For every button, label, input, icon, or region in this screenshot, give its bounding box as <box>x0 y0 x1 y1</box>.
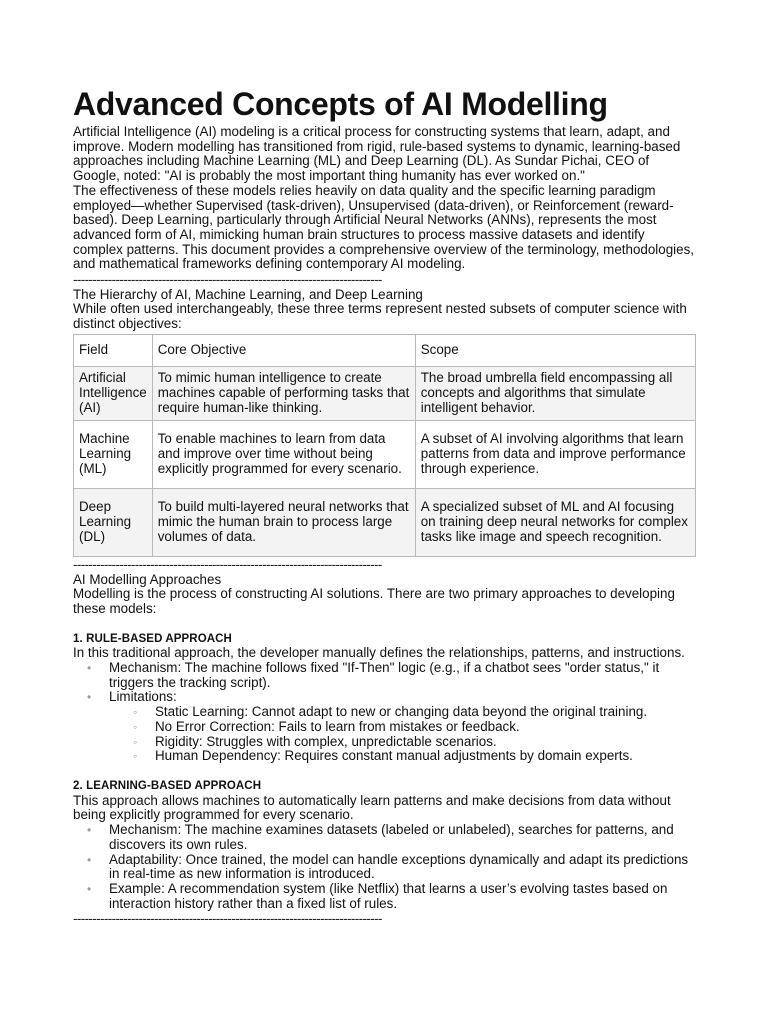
table-row <box>74 366 696 420</box>
list-item: ◦ Human Dependency: Requires constant manual adjustments by domain experts. <box>109 749 695 764</box>
list-item: • Adaptability: Once trained, the model can handle exceptions dynamically and adapt its predictions in real-time as new information is introduced. <box>73 853 695 882</box>
table-cell-scope: A subset of AI involving algorithms that learn patterns from data and improve performance through experience. <box>415 420 695 488</box>
table-cell-scope: A specialized subset of ML and AI focusing on training deep neural networks for complex tasks like image and speech recognition. <box>415 488 695 556</box>
document-title: Advanced Concepts of AI Modelling <box>73 86 608 122</box>
rule-based-text: In this traditional approach, the developer manually defines the relationships, patterns, and instructions. <box>73 645 685 661</box>
approaches-intro: Modelling is the process of constructing AI solutions. There are two primary approaches to developing these models: <box>73 586 675 616</box>
hierarchy-intro: While often used interchangeably, these three terms represent nested subsets of computer science with distinct objectives: <box>73 301 687 332</box>
limitations-list <box>109 705 695 764</box>
list-item: ◦ Static Learning: Cannot adapt to new or changing data beyond the original training. <box>109 705 695 720</box>
list-item: • Mechanism: The machine follows fixed "If-Then" logic (e.g., if a chatbot sees "order status," it triggers the tracking script). <box>73 661 695 690</box>
hierarchy-table <box>73 334 696 557</box>
section-divider: -------------------------------------------------------------------------------- <box>73 273 382 288</box>
table-header-row <box>74 334 696 366</box>
table-cell-objective: To mimic human intelligence to create machines capable of performing tasks that require human-like thinking. <box>152 366 415 420</box>
table-cell-objective: To enable machines to learn from data and improve over time without being explicitly programmed for every scenario. <box>152 420 415 488</box>
hierarchy-title: The Hierarchy of AI, Machine Learning, and Deep Learning <box>73 286 423 302</box>
limitations-label: Limitations: <box>109 689 177 705</box>
section-divider: -------------------------------------------------------------------------------- <box>73 557 382 572</box>
list-item: ◦ Rigidity: Struggles with complex, unpredictable scenarios. <box>109 735 695 750</box>
list-item: • Mechanism: The machine examines datasets (labeled or unlabeled), searches for patterns, and discovers its own rules. <box>73 823 695 852</box>
approaches-title: AI Modelling Approaches <box>73 571 222 587</box>
learning-based-heading: 2. LEARNING-BASED APPROACH <box>73 779 262 792</box>
table-cell-field: Machine Learning (ML) <box>74 420 153 488</box>
list-item: • Example: A recommendation system (like Netflix) that learns a user’s evolving tastes based on interaction history rather than a fixed list of rules. <box>73 882 695 911</box>
table-row <box>74 420 696 488</box>
table-header-cell: Scope <box>415 334 695 366</box>
table-cell-field: Deep Learning (DL) <box>74 488 153 556</box>
intro-paragraph-1: Artificial Intelligence (AI) modeling is a critical process for constructing systems that learn, adapt, and improve. Modern modelling has transitioned from rigid, rule-based systems to dynamic, learning-based approaches including Machine Learning (ML) and Deep Learning (DL). As Sundar Pichai, CEO of Google, noted: "AI is probably the most important thing humanity has ever worked on." <box>73 124 681 184</box>
list-item <box>73 690 695 764</box>
table-row <box>74 488 696 556</box>
rule-based-list <box>73 661 695 764</box>
list-item: ◦ No Error Correction: Fails to learn from mistakes or feedback. <box>109 720 695 735</box>
table-header-cell: Core Objective <box>152 334 415 366</box>
document-content <box>73 84 695 927</box>
learning-based-text: This approach allows machines to automatically learn patterns and make decisions from data without being explicitly programmed for every scenario. <box>73 792 671 823</box>
table-cell-scope: The broad umbrella field encompassing all concepts and algorithms that simulate intelligent behavior. <box>415 366 695 420</box>
table-cell-objective: To build multi-layered neural networks that mimic the human brain to process large volumes of data. <box>152 488 415 556</box>
section-divider: -------------------------------------------------------------------------------- <box>73 912 382 927</box>
rule-based-heading: 1. RULE-BASED APPROACH <box>73 632 232 645</box>
table-cell-field: Artificial Intelligence (AI) <box>74 366 153 420</box>
table-header-cell: Field <box>74 334 153 366</box>
intro-paragraph-2: The effectiveness of these models relies heavily on data quality and the specific learning paradigm employed—whether Supervised (task-driven), Unsupervised (data-driven), or Reinforcement (reward-based). Deep Learning, particularly through Artificial Neural Networks (ANNs), represents the most advanced form of AI, mimicking human brain structures to process massive datasets and identify complex patterns. This document provides a comprehensive overview of the terminology, methodologies, and mathematical frameworks defining contemporary AI modeling. <box>73 182 694 272</box>
learning-based-list <box>73 823 695 911</box>
